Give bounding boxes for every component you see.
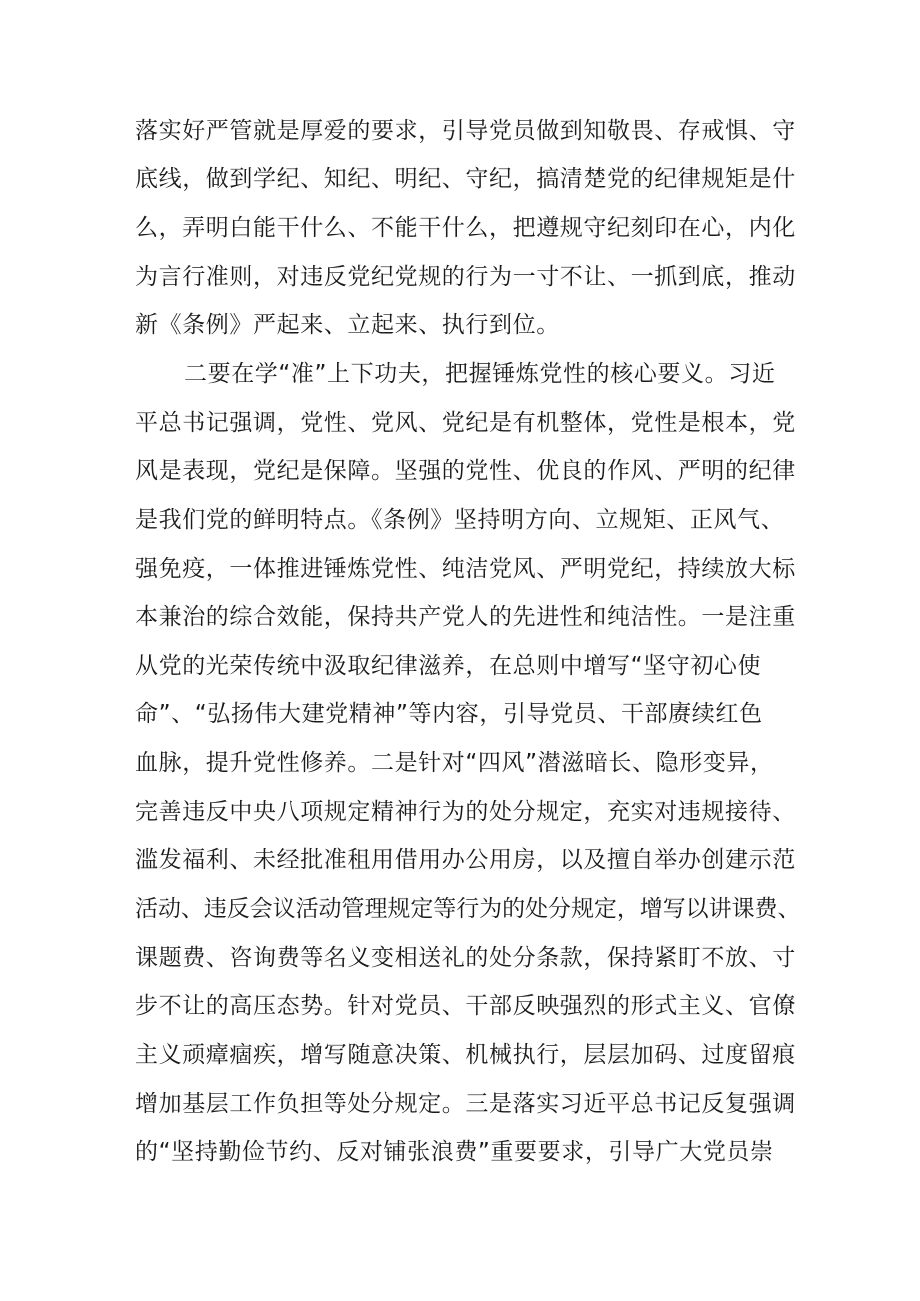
text-line: 的“坚持勤俭节约、反对铺张浪费”重要要求，引导广大党员崇 (135, 1139, 774, 1165)
text-line: 平总书记强调，党性、党风、党纪是有机整体，党性是根本，党 (135, 410, 796, 436)
text-line: 增加基层工作负担等处分规定。三是落实习近平总书记反复强调 (135, 1091, 796, 1117)
text-line: 完善违反中央八项规定精神行为的处分规定，充实对违规接待、 (135, 799, 796, 825)
text-line: 新《条例》严起来、立起来、执行到位。 (135, 312, 560, 338)
text-line: 血脉，提升党性修养。二是针对“四风”潜滋暗长、隐形变异， (135, 750, 774, 776)
text-line: 强免疫，一体推进锤炼党性、纯洁党风、严明党纪，持续放大标 (135, 556, 796, 582)
text-line: 滥发福利、未经批准租用借用办公用房，以及擅自举办创建示范 (135, 847, 796, 873)
paragraph-start-line: 二要在学“准”上下功夫，把握锤炼党性的核心要义。习近 (184, 361, 776, 387)
text-line: 么，弄明白能干什么、不能干什么，把遵规守纪刻印在心，内化 (135, 215, 796, 241)
text-line: 从党的光荣传统中汲取纪律滋养，在总则中增写“坚守初心使 (135, 653, 762, 679)
text-line: 风是表现，党纪是保障。坚强的党性、优良的作风、严明的纪律 (135, 458, 796, 484)
text-line: 步不让的高压态势。针对党员、干部反映强烈的形式主义、官僚 (135, 993, 796, 1019)
text-line: 课题费、咨询费等名义变相送礼的处分条款，保持紧盯不放、寸 (135, 945, 796, 971)
text-line: 落实好严管就是厚爱的要求，引导党员做到知敬畏、存戒惧、守 (135, 118, 796, 144)
text-line: 为言行准则，对违反党纪党规的行为一寸不让、一抓到底，推动 (135, 264, 796, 290)
text-line: 是我们党的鲜明特点。《条例》坚持明方向、立规矩、正风气、 (135, 507, 785, 533)
text-line: 命”、“弘扬伟大建党精神”等内容，引导党员、干部赓续红色 (135, 701, 763, 727)
text-line: 主义顽瘴痼疾，增写随意决策、机械执行，层层加码、过度留痕 (135, 1042, 796, 1068)
text-line: 本兼治的综合效能，保持共产党人的先进性和纯洁性。一是注重 (135, 604, 796, 630)
text-line: 活动、违反会议活动管理规定等行为的处分规定，增写以讲课费、 (135, 896, 801, 922)
text-line: 底线，做到学纪、知纪、明纪、守纪，搞清楚党的纪律规矩是什 (135, 166, 796, 192)
